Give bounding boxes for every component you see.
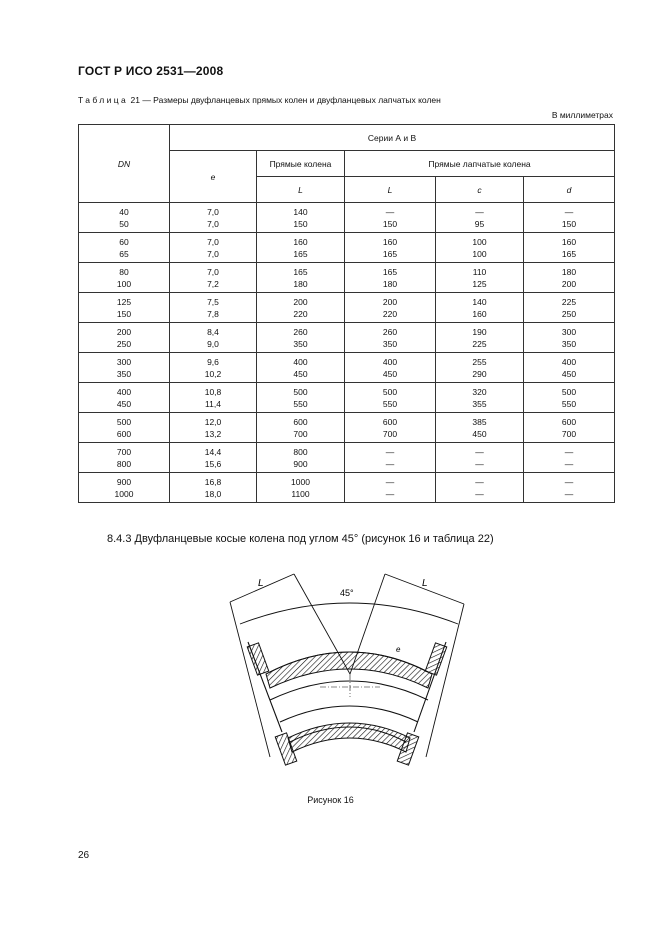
cell-value: 12,0 [204, 416, 222, 427]
table-cell-l2 [345, 353, 436, 383]
cell-value: 550 [293, 398, 308, 409]
cell-value: — [385, 458, 395, 469]
table-row [79, 293, 615, 323]
cell-value: 9,0 [207, 338, 219, 349]
table-cell-c [436, 293, 524, 323]
cell-value: 18,0 [204, 488, 222, 499]
table-cell-e [170, 293, 257, 323]
table-cell-l2 [345, 443, 436, 473]
table-row [79, 263, 615, 293]
table-caption-prefix: Таблица [78, 95, 129, 105]
table-cell-e [170, 353, 257, 383]
cell-value: 7,0 [207, 218, 219, 229]
cell-value: 700 [561, 428, 577, 439]
table-cell-l1 [257, 203, 345, 233]
cell-value: 10,8 [204, 386, 222, 397]
table-row [79, 323, 615, 353]
cell-value: — [475, 206, 484, 217]
cell-value: 600 [293, 416, 308, 427]
table-cell-l1 [257, 383, 345, 413]
table-cell-d [524, 293, 615, 323]
cell-value: 100 [472, 248, 487, 259]
table-cell-d [524, 413, 615, 443]
table-caption [78, 95, 441, 105]
cell-value: 100 [472, 236, 487, 247]
cell-value: 250 [561, 308, 577, 319]
table-cell-l1 [257, 263, 345, 293]
cell-value: 550 [561, 398, 577, 409]
cell-value: 700 [382, 428, 398, 439]
cell-value: 800 [293, 446, 308, 457]
table-units: В миллиметрах [551, 110, 613, 120]
label-l-left: L [258, 578, 264, 589]
cell-value: 400 [382, 356, 398, 367]
cell-value: 110 [472, 266, 487, 277]
cell-value: 150 [561, 218, 577, 229]
table-row [79, 413, 615, 443]
cell-value: 7,0 [207, 236, 219, 247]
cell-value: 50 [119, 218, 129, 229]
cell-value: 8,4 [207, 326, 219, 337]
table-row [79, 443, 615, 473]
table-cell-l2 [345, 473, 436, 503]
table-row [79, 473, 615, 503]
cell-value: — [564, 458, 574, 469]
dimensions-table [78, 124, 615, 503]
col-header-series: Серии А и В [170, 125, 615, 151]
table-cell-l2 [345, 293, 436, 323]
cell-value: 400 [293, 356, 308, 367]
cell-value: 10,2 [204, 368, 222, 379]
cell-value: 350 [561, 338, 577, 349]
table-cell-l2 [345, 383, 436, 413]
cell-value: — [385, 446, 395, 457]
cell-value: 500 [293, 386, 308, 397]
label-e: e [396, 645, 401, 654]
table-cell-c [436, 323, 524, 353]
cell-value: 450 [561, 368, 577, 379]
figure-caption: Рисунок 16 [307, 795, 354, 805]
cell-value: 40 [119, 206, 129, 217]
table-cell-l2 [345, 203, 436, 233]
cell-value: 11,4 [205, 398, 221, 409]
col-header-d: d [524, 177, 615, 203]
cell-value: — [385, 476, 395, 487]
cell-value: 450 [293, 368, 308, 379]
table-cell-dn [79, 473, 170, 503]
table-cell-d [524, 473, 615, 503]
cell-value: 500 [561, 386, 577, 397]
cell-value: 14,4 [204, 446, 222, 457]
cell-value: 350 [382, 338, 398, 349]
cell-value: 600 [382, 416, 398, 427]
cell-value: 125 [472, 278, 487, 289]
table-cell-c [436, 413, 524, 443]
table-cell-l1 [257, 293, 345, 323]
table-cell-l1 [257, 353, 345, 383]
cell-value: 7,2 [207, 278, 219, 289]
cell-value: 450 [472, 428, 487, 439]
angle-arc [240, 603, 458, 624]
cell-value: — [475, 446, 484, 457]
table-cell-c [436, 473, 524, 503]
cell-value: 9,6 [207, 356, 219, 367]
cell-value: 15,6 [204, 458, 222, 469]
table-cell-c [436, 233, 524, 263]
pipe-wall-bottom [288, 723, 410, 752]
table-cell-e [170, 233, 257, 263]
cell-value: 125 [116, 296, 132, 307]
cell-value: — [564, 446, 574, 457]
table-cell-c [436, 263, 524, 293]
cell-value: 150 [116, 308, 132, 319]
table-cell-dn [79, 443, 170, 473]
cell-value: 180 [561, 266, 577, 277]
col-header-e: e [170, 151, 257, 203]
table-cell-e [170, 323, 257, 353]
table-cell-e [170, 263, 257, 293]
table-cell-e [170, 383, 257, 413]
table-cell-l2 [345, 323, 436, 353]
cell-value: 165 [293, 248, 308, 259]
cell-value: 500 [116, 416, 132, 427]
cell-value: 7,5 [207, 296, 219, 307]
cell-value: 1000 [291, 476, 310, 487]
table-cell-l2 [345, 233, 436, 263]
cell-value: 60 [119, 236, 129, 247]
cell-value: 13,2 [204, 428, 222, 439]
section-heading: 8.4.3 Двуфланцевые косые колена под углом 45° (рисунок 16 и таблица 22) [107, 533, 494, 545]
table-cell-d [524, 203, 615, 233]
cell-value: — [564, 488, 574, 499]
cell-value: 220 [382, 308, 398, 319]
col-header-duckfoot-l: L [345, 177, 436, 203]
cell-value: 350 [116, 368, 132, 379]
label-l-right: L [422, 578, 428, 589]
cell-value: 320 [472, 386, 487, 397]
table-cell-e [170, 203, 257, 233]
cell-value: 180 [293, 278, 308, 289]
cell-value: 225 [472, 338, 487, 349]
table-cell-dn [79, 383, 170, 413]
table-cell-d [524, 263, 615, 293]
cell-value: 300 [561, 326, 577, 337]
cell-value: 16,8 [204, 476, 222, 487]
cell-value: 160 [561, 236, 577, 247]
cell-value: 900 [116, 476, 132, 487]
cell-value: 450 [382, 368, 398, 379]
cell-value: 7,0 [207, 266, 219, 277]
table-row [79, 353, 615, 383]
col-header-dn: DN [79, 125, 170, 203]
table-cell-l1 [257, 413, 345, 443]
cell-value: 7,0 [207, 206, 219, 217]
cell-value: 600 [116, 428, 132, 439]
cell-value: 95 [474, 218, 485, 229]
table-row [79, 203, 615, 233]
col-header-c: c [436, 177, 524, 203]
cell-value: 160 [472, 308, 487, 319]
cell-value: 7,8 [207, 308, 219, 319]
table-cell-dn [79, 413, 170, 443]
cell-value: 140 [293, 206, 308, 217]
table-cell-dn [79, 233, 170, 263]
cell-value: 65 [119, 248, 129, 259]
cell-value: — [475, 476, 484, 487]
cell-value: 255 [472, 356, 487, 367]
table-cell-c [436, 203, 524, 233]
table-cell-l2 [345, 263, 436, 293]
cell-value: 165 [293, 266, 308, 277]
cell-value: 150 [293, 218, 308, 229]
table-cell-dn [79, 293, 170, 323]
cell-value: 700 [293, 428, 308, 439]
table-caption-text: 21 — Размеры двуфланцевых прямых колен и двуфланцевых лапчатых колен [128, 95, 441, 105]
cell-value: 500 [382, 386, 398, 397]
table-cell-d [524, 443, 615, 473]
cell-value: 300 [116, 356, 132, 367]
cell-value: 450 [116, 398, 132, 409]
cell-value: 165 [561, 248, 577, 259]
cell-value: 7,0 [207, 248, 219, 259]
cell-value: 200 [116, 326, 132, 337]
cell-value: 700 [116, 446, 132, 457]
page-number: 26 [78, 850, 90, 861]
table-cell-d [524, 383, 615, 413]
cell-value: 225 [561, 296, 577, 307]
table-body [79, 203, 615, 503]
table-cell-e [170, 473, 257, 503]
table-cell-c [436, 353, 524, 383]
cell-value: 165 [382, 248, 398, 259]
pipe-wall-top [266, 652, 432, 688]
cell-value: 100 [116, 278, 132, 289]
table-cell-l1 [257, 323, 345, 353]
table-cell-l1 [257, 473, 345, 503]
cell-value: 200 [293, 296, 308, 307]
cell-value: 165 [382, 266, 398, 277]
cell-value: 355 [472, 398, 487, 409]
table-cell-d [524, 323, 615, 353]
cell-value: 385 [472, 416, 487, 427]
table-cell-l1 [257, 233, 345, 263]
table-row [79, 233, 615, 263]
cell-value: 1100 [291, 488, 310, 499]
cell-value: 550 [382, 398, 398, 409]
table-cell-l1 [257, 443, 345, 473]
cell-value: 800 [116, 458, 132, 469]
figure-16-drawing [200, 562, 490, 787]
cell-value: 400 [561, 356, 577, 367]
cell-value: — [475, 458, 484, 469]
center-lines [320, 674, 380, 697]
table-cell-c [436, 443, 524, 473]
table-cell-dn [79, 203, 170, 233]
col-header-straight-l: L [257, 177, 345, 203]
table-cell-c [436, 383, 524, 413]
label-angle: 45° [340, 588, 354, 598]
cell-value: — [385, 488, 395, 499]
table-cell-d [524, 233, 615, 263]
table-cell-dn [79, 353, 170, 383]
cell-value: 200 [382, 296, 398, 307]
table-cell-d [524, 353, 615, 383]
col-header-duckfoot: Прямые лапчатые колена [345, 151, 615, 177]
cell-value: — [475, 488, 484, 499]
table-cell-l2 [345, 413, 436, 443]
cell-value: 160 [293, 236, 308, 247]
cell-value: 140 [472, 296, 487, 307]
cell-value: 150 [382, 218, 398, 229]
col-header-straight: Прямые колена [257, 151, 345, 177]
cell-value: 180 [382, 278, 398, 289]
cell-value: 190 [472, 326, 487, 337]
table-row [79, 383, 615, 413]
table-cell-dn [79, 263, 170, 293]
document-id: ГОСТ Р ИСО 2531—2008 [78, 64, 224, 78]
cell-value: 200 [561, 278, 577, 289]
cell-value: — [564, 206, 574, 217]
cell-value: 260 [382, 326, 398, 337]
cell-value: — [385, 206, 395, 217]
cell-value: 290 [472, 368, 487, 379]
cell-value: 400 [116, 386, 132, 397]
cell-value: 350 [293, 338, 308, 349]
table-cell-dn [79, 323, 170, 353]
cell-value: 900 [293, 458, 308, 469]
cell-value: 250 [116, 338, 132, 349]
cell-value: 220 [293, 308, 308, 319]
cell-value: 600 [561, 416, 577, 427]
cell-value: 160 [382, 236, 398, 247]
table-cell-e [170, 443, 257, 473]
table-cell-e [170, 413, 257, 443]
cell-value: — [564, 476, 574, 487]
cell-value: 260 [293, 326, 308, 337]
cell-value: 80 [119, 266, 129, 277]
cell-value: 1000 [114, 488, 134, 499]
